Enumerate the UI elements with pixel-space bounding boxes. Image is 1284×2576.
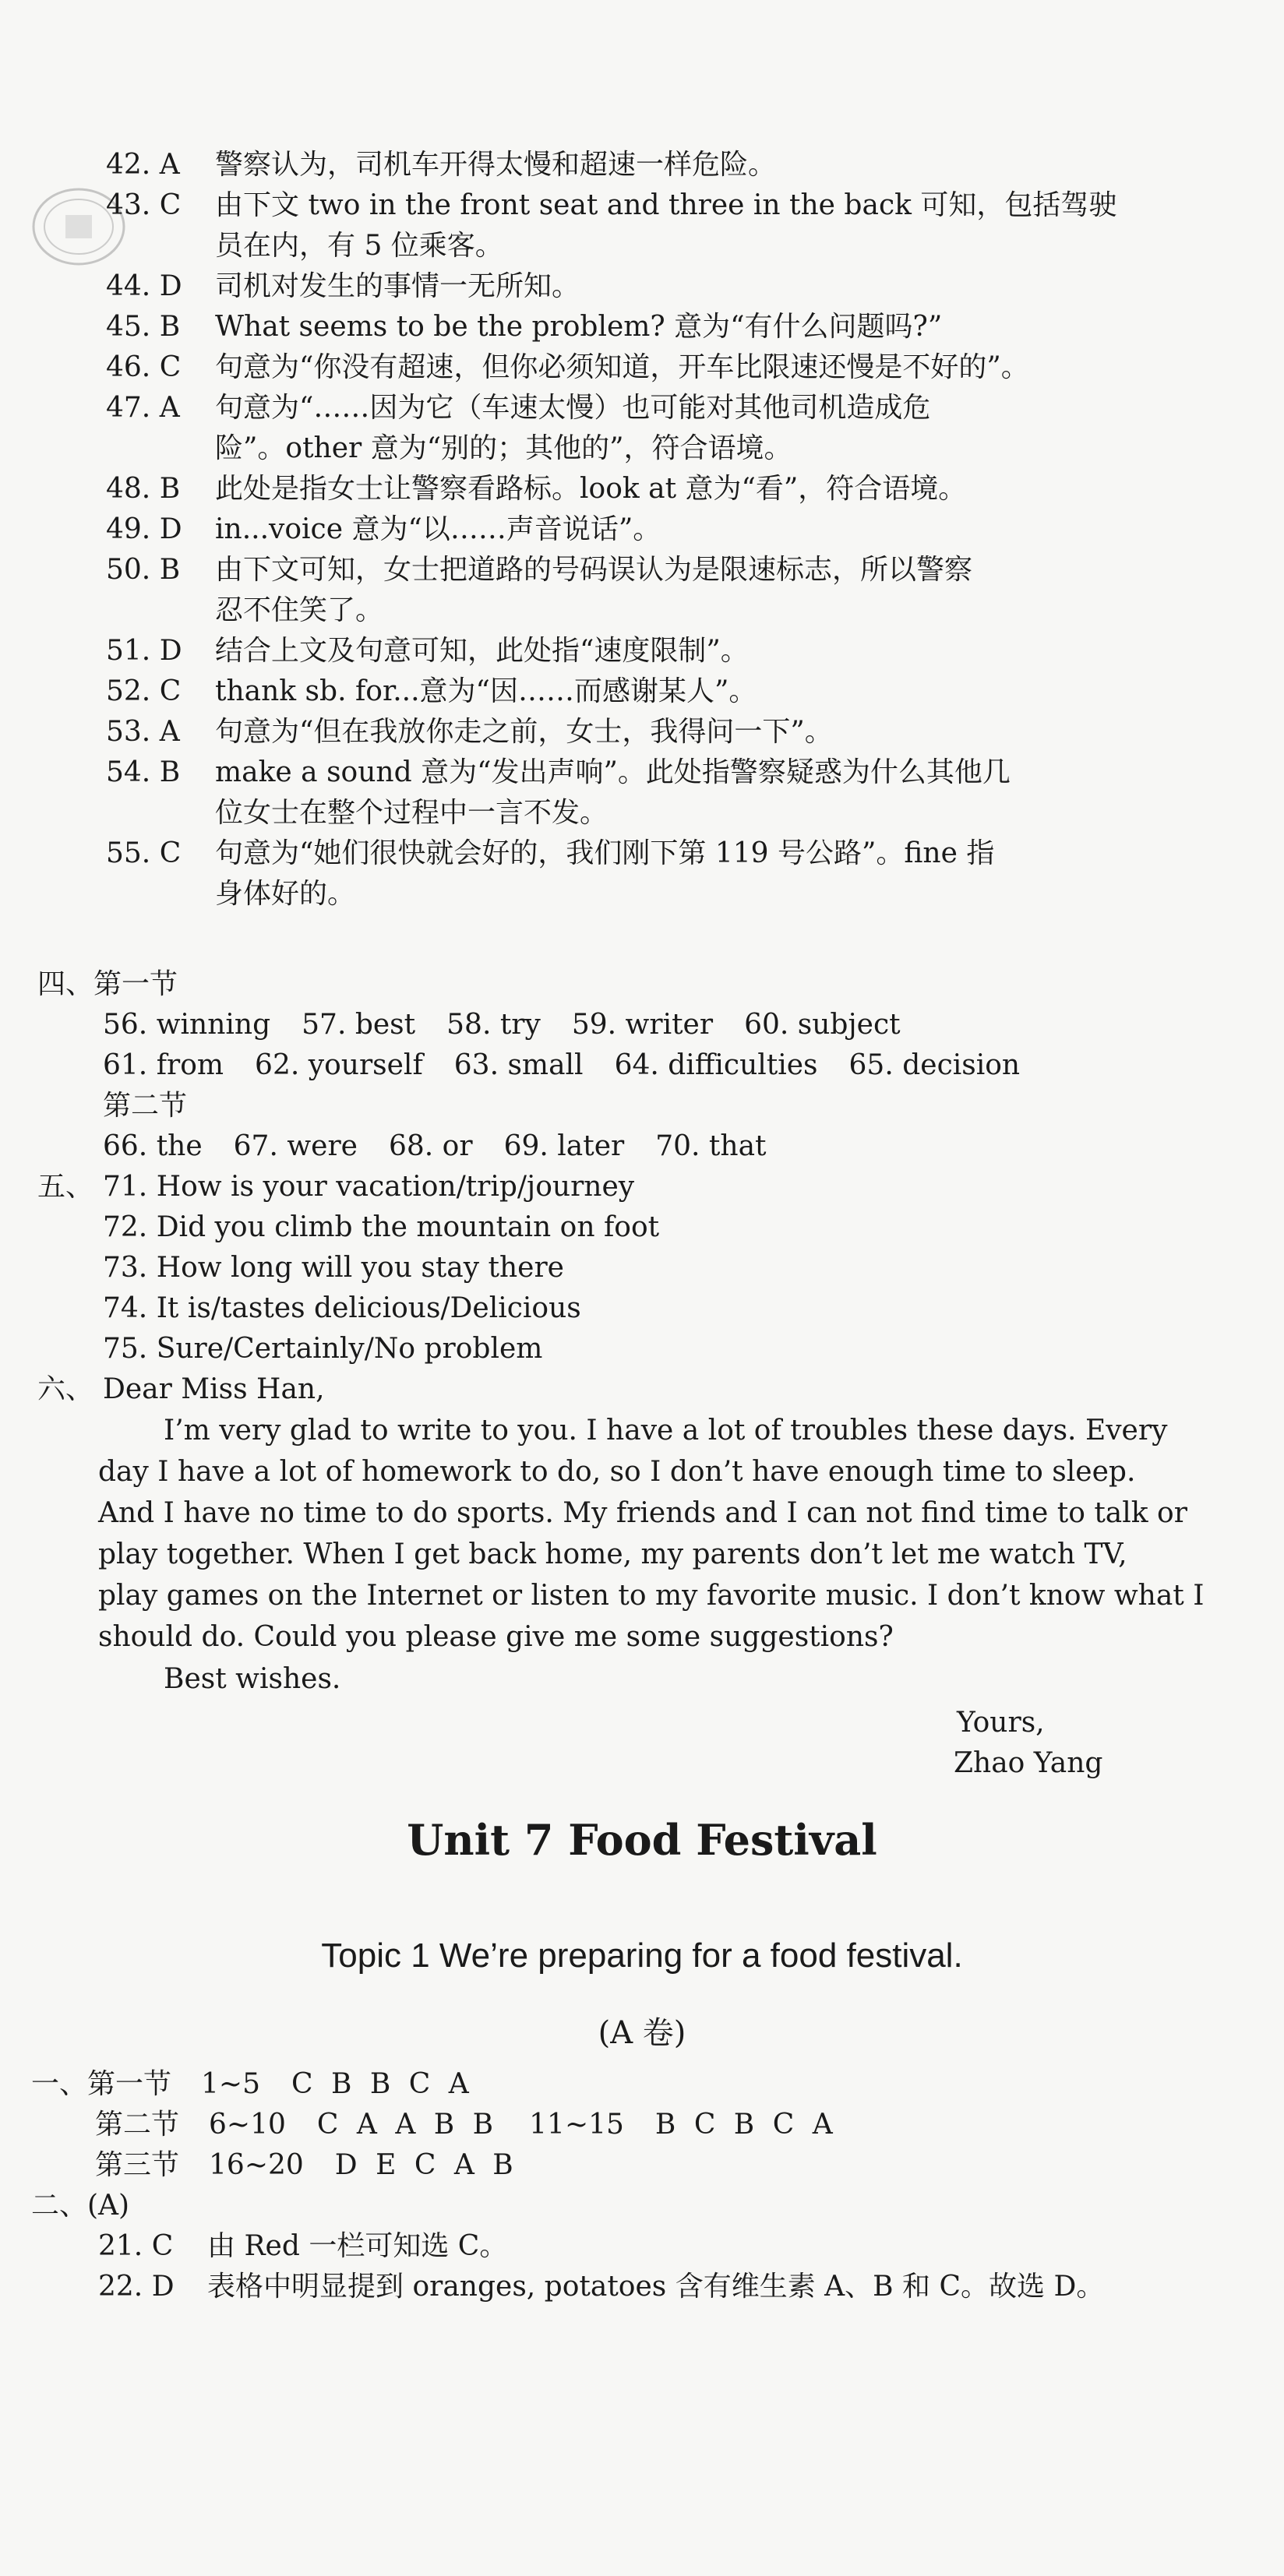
- cloze-answer: 56. winning: [103, 1009, 271, 1041]
- answer-line: [106, 347, 1029, 388]
- range-label: 6~10: [209, 2109, 286, 2141]
- section-1-row-2: [95, 2105, 838, 2145]
- section-4-row-1: [103, 1005, 901, 1045]
- letter-sign-yours: Yours,: [957, 1707, 1045, 1739]
- item-text: 由 Red 一栏可知选 C。: [207, 2230, 508, 2262]
- answer-line: [106, 145, 776, 185]
- answer-line: [106, 550, 972, 590]
- unit-title: Unit 7 Food Festival: [407, 1815, 877, 1865]
- section-5-item: 72. Did you climb the mountain on foot: [103, 1211, 660, 1243]
- sub-label: 第三节: [95, 2149, 180, 2181]
- section-4-sub-2: 第二节: [103, 1090, 188, 1122]
- answer-line: [106, 266, 580, 307]
- answer-number: 45. B: [106, 311, 181, 343]
- answers: C B B C A: [291, 2068, 474, 2100]
- answer-line: [106, 712, 833, 752]
- answer-line: [106, 428, 792, 469]
- answer-line: [106, 590, 383, 631]
- section-2-item: [98, 2226, 507, 2267]
- answer-number: [106, 874, 215, 914]
- letter-body-line: should do. Could you please give me some suggestions?: [98, 1621, 894, 1653]
- item-text: 表格中明显提到 oranges, potatoes 含有维生素 A、B 和 C。故选 D。: [207, 2271, 1105, 2303]
- answer-explanation: 身体好的。: [215, 878, 356, 910]
- answer-line: [106, 307, 942, 347]
- answer-number: 55. C: [106, 837, 182, 869]
- answer-line: [106, 226, 503, 266]
- section-5-item: 73. How long will you stay there: [103, 1252, 564, 1284]
- answer-number: 54. B: [106, 756, 181, 788]
- answer-number: 49. D: [106, 513, 182, 545]
- paper-label: (A 卷): [598, 2015, 686, 2051]
- cloze-answer: 68. or: [388, 1130, 473, 1162]
- letter-body-line: I’m very glad to write to you. I have a lot of troubles these days. Every: [164, 1415, 1168, 1447]
- section-4-row-3: [103, 1126, 767, 1167]
- section-5-label: 五、: [37, 1171, 94, 1203]
- answer-number: 46. C: [106, 351, 182, 383]
- cloze-answer: 61. from: [103, 1049, 224, 1081]
- answer-explanation: 句意为“她们很快就会好的，我们刚下第 119 号公路”。fine 指: [215, 837, 995, 869]
- answer-explanation: 句意为“你没有超速，但你必须知道，开车比限速还慢是不好的”。: [215, 351, 1029, 383]
- cloze-answer: 57. best: [302, 1009, 416, 1041]
- letter-body-line: play together. When I get back home, my parents don’t let me watch TV,: [98, 1538, 1127, 1570]
- answer-number: 44. D: [106, 270, 182, 302]
- answer-line: [106, 671, 757, 712]
- section-2-label: 二、(A): [31, 2190, 130, 2222]
- answer-number: 42. A: [106, 149, 180, 181]
- answer-line: [106, 509, 661, 550]
- cloze-answer: 64. difficulties: [614, 1049, 818, 1081]
- answer-number: [106, 428, 215, 469]
- section-4-label: 四、第一节: [37, 968, 178, 1000]
- answers: C A A B B: [316, 2109, 499, 2141]
- answer-number: 50. B: [106, 554, 181, 586]
- answer-explanation: 句意为“但在我放你走之前，女士，我得问一下”。: [215, 716, 833, 748]
- cloze-answer: 58. try: [446, 1009, 541, 1041]
- answer-line: [106, 833, 994, 874]
- answer-explanation: 由下文 two in the front seat and three in the back 可知，包括驾驶: [215, 189, 1117, 221]
- answer-explanation: 警察认为，司机车开得太慢和超速一样危险。: [215, 149, 777, 181]
- cloze-answer: 59. writer: [571, 1009, 714, 1041]
- section-1-label: 一、第一节: [31, 2068, 172, 2100]
- answer-explanation: 结合上文及句意可知，此处指“速度限制”。: [215, 635, 749, 667]
- letter-body-line: play games on the Internet or listen to my favorite music. I don’t know what I: [98, 1580, 1205, 1612]
- item-number: 22. D: [98, 2271, 175, 2303]
- answer-explanation: 此处是指女士让警察看路标。look at 意为“看”，符合语境。: [215, 473, 967, 505]
- answer-number: 52. C: [106, 675, 182, 707]
- answers: B C B C A: [654, 2109, 838, 2141]
- cloze-answer: 60. subject: [744, 1009, 901, 1041]
- section-2-item: [98, 2267, 1104, 2307]
- answer-number: 51. D: [106, 635, 182, 667]
- answer-explanation: 员在内，有 5 位乘客。: [215, 230, 503, 262]
- letter-body-line: And I have no time to do sports. My friends and I can not find time to talk or: [98, 1497, 1187, 1529]
- letter-body-line: day I have a lot of homework to do, so I don’t have enough time to sleep.: [98, 1456, 1136, 1488]
- answer-line: [106, 185, 1116, 226]
- range-label: 16~20: [209, 2149, 304, 2181]
- letter-closing: Best wishes.: [164, 1663, 341, 1695]
- answer-explanation: 句意为“……因为它（车速太慢）也可能对其他司机造成危: [215, 392, 931, 424]
- cloze-answer: 65. decision: [848, 1049, 1021, 1081]
- answer-explanation: 由下文可知，女士把道路的号码误认为是限速标志，所以警察: [215, 554, 973, 586]
- sub-label: 第二节: [95, 2109, 180, 2141]
- section-4-row-2: [103, 1045, 1020, 1086]
- letter-sign-name: Zhao Yang: [954, 1747, 1103, 1779]
- answer-number: 47. A: [106, 392, 180, 424]
- answer-explanation: make a sound 意为“发出声响”。此处指警察疑惑为什么其他几: [215, 756, 1011, 788]
- section-5-item: 71. How is your vacation/trip/journey: [103, 1171, 635, 1203]
- range-label: 11~15: [529, 2109, 624, 2141]
- answer-line: [106, 469, 966, 509]
- letter-greeting: Dear Miss Han,: [103, 1373, 325, 1405]
- answer-explanation: 司机对发生的事情一无所知。: [215, 270, 580, 302]
- answer-number: 43. C: [106, 189, 182, 221]
- answer-explanation: What seems to be the problem? 意为“有什么问题吗?”: [215, 311, 943, 343]
- cloze-answer: 69. later: [503, 1130, 625, 1162]
- answer-explanation: 位女士在整个过程中一言不发。: [215, 797, 608, 829]
- cloze-answer: 63. small: [453, 1049, 584, 1081]
- topic-title: Topic 1 We’re preparing for a food festival.: [321, 1936, 963, 1975]
- section-5-item: 75. Sure/Certainly/No problem: [103, 1333, 543, 1365]
- answers: D E C A B: [334, 2149, 518, 2181]
- answer-line: [106, 793, 608, 833]
- section-1-row-1: [31, 2064, 474, 2105]
- answer-line: [106, 752, 1011, 793]
- answer-line: [106, 631, 749, 671]
- answer-line: [106, 874, 355, 914]
- cloze-answer: 62. yourself: [255, 1049, 423, 1081]
- answer-number: 53. A: [106, 716, 180, 748]
- answer-explanation: 忍不住笑了。: [215, 594, 384, 626]
- cloze-answer: 66. the: [103, 1130, 203, 1162]
- answer-explanation: thank sb. for...意为“因……而感谢某人”。: [215, 675, 757, 707]
- answer-number: [106, 590, 215, 631]
- section-6-label: 六、: [37, 1373, 94, 1405]
- answer-explanation: 险”。other 意为“别的；其他的”，符合语境。: [215, 432, 792, 464]
- item-number: 21. C: [98, 2230, 174, 2262]
- answer-explanation: in...voice 意为“以……声音说话”。: [215, 513, 661, 545]
- answer-number: [106, 793, 215, 833]
- cloze-answer: 70. that: [655, 1130, 767, 1162]
- answer-number: 48. B: [106, 473, 181, 505]
- answer-line: [106, 388, 930, 428]
- range-label: 1~5: [201, 2068, 260, 2100]
- answer-number: [106, 226, 215, 266]
- cloze-answer: 67. were: [233, 1130, 358, 1162]
- section-1-row-3: [95, 2145, 518, 2186]
- section-5-item: 74. It is/tastes delicious/Delicious: [103, 1292, 581, 1324]
